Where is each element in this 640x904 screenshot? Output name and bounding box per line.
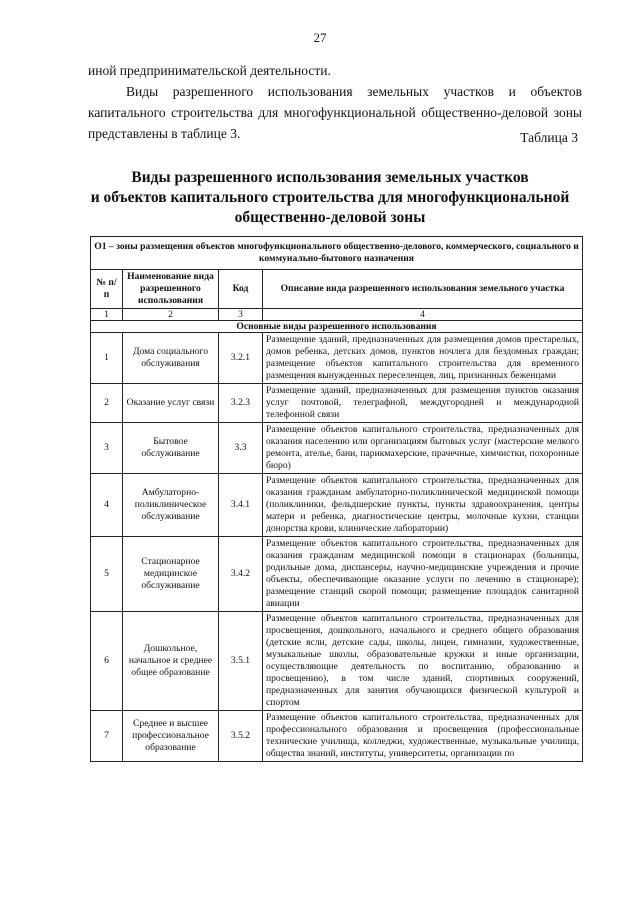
column-header-row bbox=[91, 270, 583, 309]
row-description: Размещение объектов капитального строительства, предназначенных для просвещения, дошкольного, начального и среднего общего образования (детские ясли, детские сады, школы, лицеи, гимназии, художественные, музыкальные школы, образовательные кружки и иные организации, осуществляющие деятельность по воспитанию, образованию и просвещению), в том числе зданий, спортивных сооружений, предназначенных для занятия обучающихся физической культурой и спортом bbox=[263, 612, 583, 711]
zone-header-row bbox=[91, 237, 583, 270]
header-num: № п/п bbox=[91, 270, 123, 309]
row-code: 3.5.2 bbox=[219, 711, 263, 762]
row-code: 3.4.2 bbox=[219, 537, 263, 612]
row-number: 7 bbox=[91, 711, 123, 762]
row-name: Бытовое обслуживание bbox=[123, 423, 219, 474]
row-description: Размещение объектов капитального строительства, предназначенных для оказания населению или организациям бытовых услуг (мастерские мелкого ремонта, ателье, бани, парикмахерские, прачечные, химчистки, похоронные бюро) bbox=[263, 423, 583, 474]
table-row bbox=[91, 384, 583, 423]
col-number: 4 bbox=[263, 309, 583, 321]
row-name: Оказание услуг связи bbox=[123, 384, 219, 423]
header-desc: Описание вида разрешенного использования земельного участка bbox=[263, 270, 583, 309]
row-description: Размещение зданий, предназначенных для размещения пунктов оказания услуг почтовой, телеграфной, междугородней и международной телефонной связи bbox=[263, 384, 583, 423]
table-row bbox=[91, 474, 583, 537]
section-row bbox=[91, 321, 583, 333]
column-number-row bbox=[91, 309, 583, 321]
row-name: Стационарное медицинское обслуживание bbox=[123, 537, 219, 612]
table-row bbox=[91, 537, 583, 612]
row-code: 3.4.1 bbox=[219, 474, 263, 537]
header-code: Код bbox=[219, 270, 263, 309]
table-row bbox=[91, 711, 583, 762]
row-description: Размещение объектов капитального строительства, предназначенных для профессионального образования и просвещения (профессиональные технические училища, колледжи, художественные, музыкальные училища, общества знаний, институты, университеты, организации по bbox=[263, 711, 583, 762]
col-number: 1 bbox=[91, 309, 123, 321]
row-code: 3.2.1 bbox=[219, 333, 263, 384]
row-description: Размещение зданий, предназначенных для размещения домов престарелых, домов ребенка, детских домов, пунктов ночлега для бездомных граждан; размещение объектов капитального строительства для временного размещения вынужденных переселенцев, лиц, признанных беженцами bbox=[263, 333, 583, 384]
zone-header: О1 – зоны размещения объектов многофункционального общественно-делового, коммерческого, социального и коммунально-бытового назначения bbox=[91, 237, 583, 270]
row-number: 5 bbox=[91, 537, 123, 612]
col-number: 3 bbox=[219, 309, 263, 321]
document-title bbox=[60, 168, 600, 228]
row-name: Дошкольное, начальное и среднее общее образование bbox=[123, 612, 219, 711]
land-use-table bbox=[90, 236, 583, 762]
table-row bbox=[91, 333, 583, 384]
title-line-3: общественно-деловой зоны bbox=[234, 209, 426, 226]
title-line-2: и объектов капитального строительства для многофункциональной bbox=[90, 189, 570, 206]
page-number: 27 bbox=[313, 30, 327, 45]
col-number: 2 bbox=[123, 309, 219, 321]
row-number: 4 bbox=[91, 474, 123, 537]
intro-paragraph-2: Виды разрешенного использования земельных участков и объектов капитального строительства для многофункциональной общественно-деловой зоны представлены в таблице 3. bbox=[88, 84, 582, 141]
section-title: Основные виды разрешенного использования bbox=[91, 321, 583, 333]
row-description: Размещение объектов капитального строительства, предназначенных для оказания гражданам амбулаторно-поликлинической медицинской помощи (поликлиники, фельдшерские пункты, пункты здравоохранения, центры матери и ребенка, диагностические центры, молочные кухни, станции донорства крови, клинические лаборатории) bbox=[263, 474, 583, 537]
table-row bbox=[91, 612, 583, 711]
row-description: Размещение объектов капитального строительства, предназначенных для оказания гражданам медицинской помощи в стационарах (больницы, родильные дома, диспансеры, научно-медицинские учреждения и прочие объекты, обеспечивающие оказание услуги по лечению в стационаре); размещение станций скорой помощи; размещение площадок санитарной авиации bbox=[263, 537, 583, 612]
title-line-1: Виды разрешенного использования земельных участков bbox=[131, 169, 529, 186]
table-row bbox=[91, 423, 583, 474]
header-name: Наименование вида разрешенного использования bbox=[123, 270, 219, 309]
intro-text bbox=[88, 60, 582, 144]
row-code: 3.2.3 bbox=[219, 384, 263, 423]
intro-line-1: иной предпринимательской деятельности. bbox=[88, 63, 331, 78]
table-label: Таблица 3 bbox=[520, 130, 578, 145]
row-number: 2 bbox=[91, 384, 123, 423]
row-number: 6 bbox=[91, 612, 123, 711]
row-number: 1 bbox=[91, 333, 123, 384]
row-name: Дома социального обслуживания bbox=[123, 333, 219, 384]
row-number: 3 bbox=[91, 423, 123, 474]
row-code: 3.3 bbox=[219, 423, 263, 474]
row-name: Среднее и высшее профессиональное образование bbox=[123, 711, 219, 762]
row-code: 3.5.1 bbox=[219, 612, 263, 711]
row-name: Амбулаторно-поликлиническое обслуживание bbox=[123, 474, 219, 537]
